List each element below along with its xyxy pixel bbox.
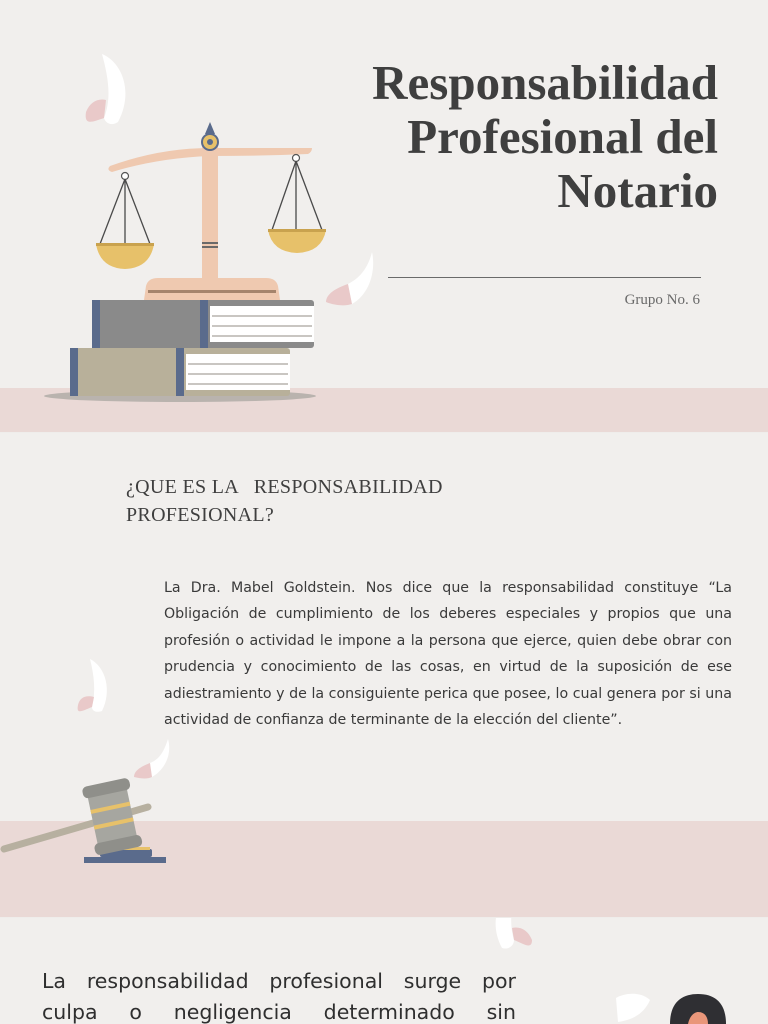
- definition-slide: [0, 433, 768, 917]
- gavel-icon: [0, 777, 175, 873]
- paper-leaf-icon: [612, 990, 652, 1024]
- paper-leaf-icon: [130, 737, 172, 781]
- definition-paragraph: La Dra. Mabel Goldstein. Nos dice que la responsabilidad constituye “La Obligación de cumplimiento de los deberes especiales y propios que una profesión o actividad le impone a la persona que ejerce, quien debe obrar con prudencia y conocimiento de las cosas, en virtud de la suposición de ese adiestramiento y de la consiguiente perica que posee, lo cual genera por si una actividad de confianza de terminante de la elección del cliente”.: [164, 580, 732, 729]
- woman-avatar-icon: [662, 992, 734, 1024]
- lead-line: La responsabilidad profesional surge por: [42, 969, 516, 993]
- paper-leaf-icon: [488, 918, 540, 958]
- slide-title: [372, 56, 718, 218]
- paper-leaf-icon: [72, 657, 112, 719]
- scale-of-justice-icon: [40, 118, 330, 408]
- paper-leaf-icon: [322, 250, 378, 308]
- books-stack-icon: [70, 300, 314, 396]
- title-divider: [388, 277, 701, 278]
- section-heading: [126, 473, 443, 529]
- heading-line: PROFESIONAL?: [126, 504, 275, 526]
- title-line: Profesional del: [407, 109, 718, 164]
- title-line: Notario: [557, 163, 718, 218]
- subtitle: Grupo No. 6: [624, 292, 700, 308]
- title-line: Responsabilidad: [372, 55, 718, 110]
- title-slide: [0, 0, 768, 432]
- content-slide: [0, 918, 768, 1024]
- heading-line: ¿QUE ES LA RESPONSABILIDAD: [126, 476, 443, 498]
- lead-paragraph: [42, 966, 516, 1024]
- lead-line: culpa o negligencia determinado sin: [42, 1000, 516, 1024]
